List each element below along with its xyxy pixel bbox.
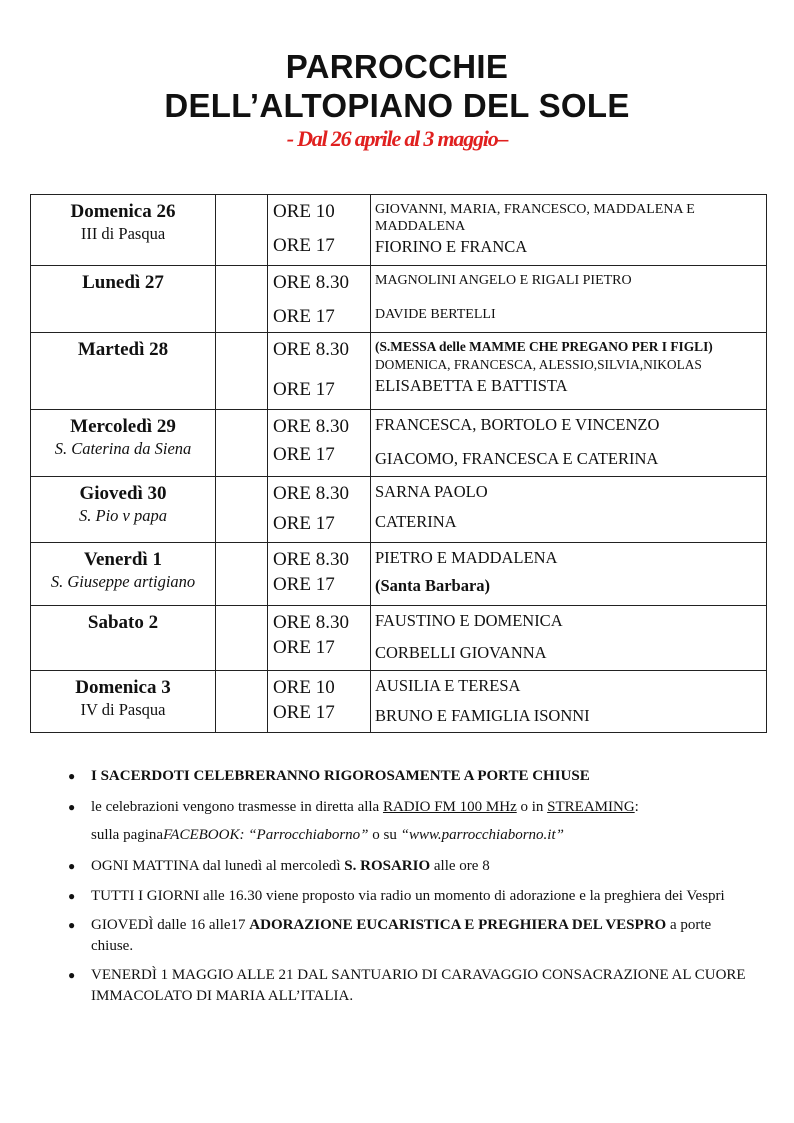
day-cell	[31, 410, 216, 477]
time-slot: ORE 8.30	[273, 339, 349, 360]
time-slot: ORE 17	[273, 637, 335, 658]
table-row	[31, 671, 767, 733]
list-item	[68, 915, 748, 957]
empty-cell	[216, 671, 268, 733]
note-text: TUTTI I GIORNI alle 16.30 viene proposto via radio un momento di adorazione e la preghiera dei Vespri	[91, 888, 725, 904]
note-text: ADORAZIONE EUCARISTICA E PREGHIERA DEL VESPRO	[249, 917, 667, 933]
bullet-icon: ●	[68, 769, 76, 783]
bullet-icon: ●	[68, 968, 76, 982]
note-text: GIOVEDÌ dalle 16 alle17	[91, 917, 250, 933]
intention-names: PIETRO E MADDALENA	[375, 548, 558, 567]
title-block	[0, 47, 794, 152]
intention-names: (Santa Barbara)	[375, 576, 491, 595]
time-slot: ORE 17	[273, 513, 335, 534]
intention-names: FAUSTINO E DOMENICA	[375, 611, 563, 630]
note-text: le celebrazioni vengono trasmesse in diretta alla	[91, 799, 383, 815]
intention-names: CORBELLI GIOVANNA	[375, 643, 547, 662]
intention-names: DOMENICA, FRANCESCA, ALESSIO,SILVIA,NIKOLAS	[375, 357, 702, 372]
names-cell	[371, 266, 767, 333]
intention-names: SARNA PAOLO	[375, 482, 488, 501]
time-cell	[268, 477, 371, 543]
table-row	[31, 543, 767, 606]
note-text: :	[634, 799, 639, 815]
note-text: I SACERDOTI CELEBRERANNO RIGOROSAMENTE A PORTE CHIUSE	[91, 768, 590, 784]
intention-names: ELISABETTA E BATTISTA	[375, 376, 568, 395]
empty-cell	[216, 606, 268, 671]
intention-names: CATERINA	[375, 512, 457, 531]
empty-cell	[216, 333, 268, 410]
time-slot: ORE 17	[273, 379, 335, 400]
list-item	[68, 886, 748, 907]
day-feast: S. Giuseppe artigiano	[50, 572, 196, 591]
facebook-page-text: FACEBOOK: “Parrocchiaborno”	[163, 827, 369, 843]
day-cell	[31, 195, 216, 266]
table-row	[31, 477, 767, 543]
intention-names: DAVIDE BERTELLI	[375, 307, 496, 322]
intention-names: AUSILIA E TERESA	[375, 676, 521, 695]
names-cell	[371, 410, 767, 477]
time-cell	[268, 410, 371, 477]
time-slot: ORE 17	[273, 574, 335, 595]
streaming-text: STREAMING	[547, 799, 635, 815]
names-cell	[371, 333, 767, 410]
list-item	[68, 765, 748, 788]
time-slot: ORE 17	[273, 235, 335, 256]
bullet-icon: ●	[68, 889, 76, 903]
page-title-line-1: PARROCCHIE	[285, 48, 509, 85]
names-cell	[371, 606, 767, 671]
radio-text: RADIO FM 100 MHz	[382, 799, 517, 815]
names-cell	[371, 477, 767, 543]
note-text: alle ore 8	[430, 858, 490, 874]
time-slot: ORE 8.30	[273, 416, 349, 437]
empty-cell	[216, 477, 268, 543]
names-cell	[371, 543, 767, 606]
intention-names: GIACOMO, FRANCESCA E CATERINA	[375, 449, 659, 468]
time-cell	[268, 543, 371, 606]
time-slot: ORE 8.30	[273, 549, 349, 570]
note-text: S. ROSARIO	[344, 858, 431, 874]
empty-cell	[216, 266, 268, 333]
table-row	[31, 195, 767, 266]
time-slot: ORE 10	[273, 677, 335, 698]
note-text: OGNI MATTINA dal lunedì al mercoledì	[91, 858, 345, 874]
time-slot: ORE 10	[273, 201, 335, 222]
time-slot: ORE 17	[273, 444, 335, 465]
day-feast: S. Pio v papa	[79, 506, 167, 525]
day-cell	[31, 671, 216, 733]
list-item	[68, 796, 748, 847]
day-feast: III di Pasqua	[80, 224, 166, 243]
day-name: Sabato 2	[87, 612, 159, 633]
day-name: Martedì 28	[77, 339, 169, 360]
time-slot: ORE 8.30	[273, 612, 349, 633]
day-feast: IV di Pasqua	[80, 700, 166, 719]
table-row	[31, 333, 767, 410]
time-cell	[268, 606, 371, 671]
intention-names: MAGNOLINI ANGELO E RIGALI PIETRO	[375, 273, 632, 288]
day-cell	[31, 543, 216, 606]
empty-cell	[216, 543, 268, 606]
page-title-line-2: DELL’ALTOPIANO DEL SOLE	[164, 87, 630, 124]
names-cell	[371, 195, 767, 266]
day-cell	[31, 266, 216, 333]
day-name: Venerdì 1	[84, 549, 162, 570]
note-text: a porte chiuse.	[91, 917, 712, 954]
time-slot: ORE 8.30	[273, 272, 349, 293]
date-range-subtitle: - Dal 26 aprile al 3 maggio–	[286, 126, 508, 151]
time-slot: ORE 17	[273, 702, 335, 723]
note-text: VENERDÌ 1 MAGGIO ALLE 21 DAL SANTUARIO DI CARAVAGGIO CONSACRAZIONE AL CUORE IMMACOLATO DI MARIA ALL’ITALIA.	[91, 967, 746, 1004]
list-item	[68, 965, 748, 1007]
time-slot: ORE 8.30	[273, 483, 349, 504]
day-cell	[31, 606, 216, 671]
time-cell	[268, 671, 371, 733]
note-text: sulla pagina	[91, 827, 164, 843]
notes-list	[68, 765, 748, 1015]
day-cell	[31, 477, 216, 543]
intention-names: GIOVANNI, MARIA, FRANCESCO, MADDALENA E MADDALENA	[375, 202, 695, 234]
day-name: Mercoledì 29	[70, 416, 176, 437]
table-row	[31, 410, 767, 477]
bullet-icon: ●	[68, 800, 76, 814]
day-name: Domenica 26	[70, 201, 176, 222]
intention-names: FRANCESCA, BORTOLO E VINCENZO	[375, 415, 660, 434]
bullet-icon: ●	[68, 859, 76, 873]
intention-names: BRUNO E FAMIGLIA ISONNI	[375, 706, 590, 725]
time-cell	[268, 195, 371, 266]
time-slot: ORE 17	[273, 306, 335, 327]
time-cell	[268, 266, 371, 333]
day-name: Lunedì 27	[82, 272, 164, 293]
mass-schedule-table	[30, 194, 767, 733]
day-cell	[31, 333, 216, 410]
empty-cell	[216, 195, 268, 266]
list-item	[68, 855, 748, 878]
intention-names: FIORINO E FRANCA	[375, 237, 528, 256]
empty-cell	[216, 410, 268, 477]
note-text: o in	[516, 799, 548, 815]
bullet-icon: ●	[68, 918, 76, 932]
names-cell	[371, 671, 767, 733]
table-row	[31, 266, 767, 333]
note-text: o su	[368, 827, 401, 843]
website-text: “www.parrocchiaborno.it”	[400, 827, 564, 843]
table-row	[31, 606, 767, 671]
day-name: Giovedì 30	[79, 483, 167, 504]
intention-names: (S.MESSA delle MAMME CHE PREGANO PER I FIGLI)	[375, 339, 713, 354]
day-feast: S. Caterina da Siena	[54, 439, 192, 458]
day-name: Domenica 3	[75, 677, 171, 698]
time-cell	[268, 333, 371, 410]
